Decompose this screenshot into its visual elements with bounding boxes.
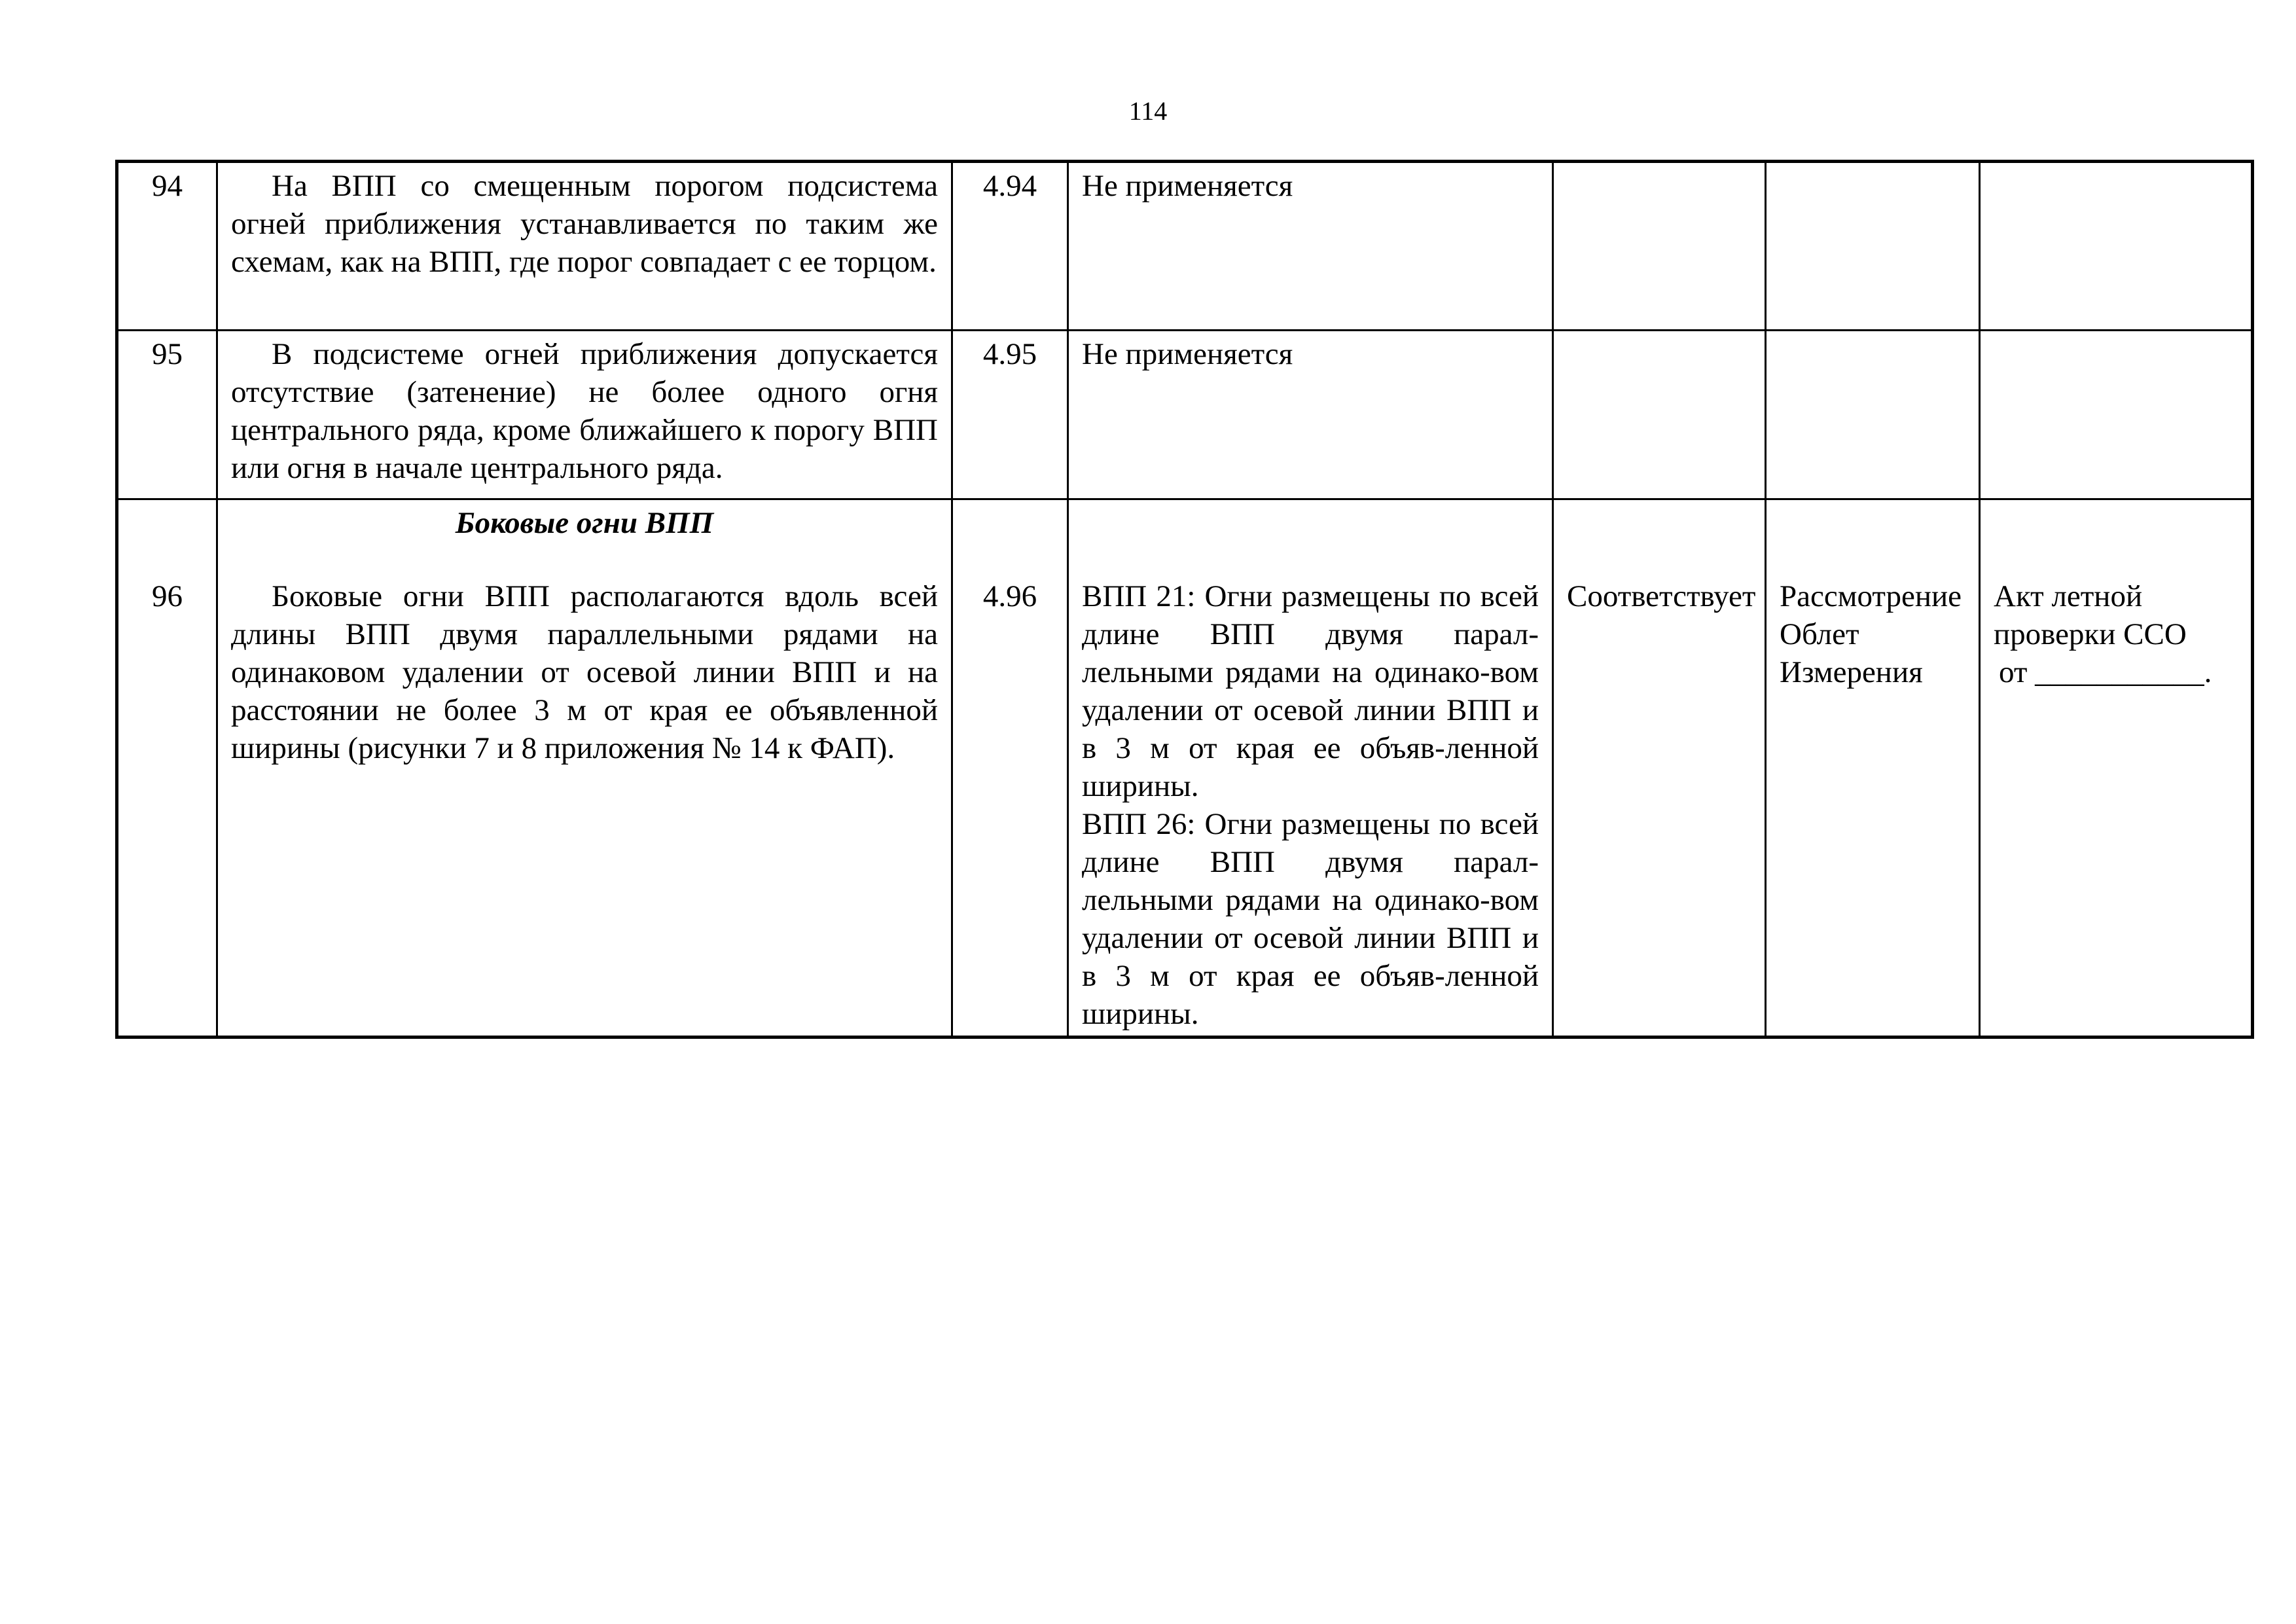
verification-method xyxy=(1766,499,1980,1038)
row-number-value: 96 xyxy=(152,579,183,613)
document-line: проверки ССО xyxy=(1994,617,2187,651)
heading-spacer xyxy=(966,504,1054,577)
compliance-status xyxy=(1553,331,1766,499)
evidence-runway-21: ВПП 21: Огни размещены по всей длине ВПП двумя парал-лельными рядами на одинако-вом удалении от осевой линии ВПП и в 3 м от края ее объяв-ленной ширины. xyxy=(1082,579,1539,803)
requirement-paragraph: Боковые огни ВПП располагаются вдоль всей длины ВПП двумя параллельными рядами на одинаковом удалении от осевой линии ВПП и на расстоянии не более 3 м от края ее объявленной ширины (рисунки 7 и 8 приложения № 14 к ФАП). xyxy=(231,579,938,765)
requirement-text xyxy=(217,162,952,331)
requirement-text xyxy=(217,331,952,499)
heading-spacer xyxy=(1994,504,2238,577)
method-flight-check: Облет xyxy=(1780,617,1859,651)
method-measurements: Измерения xyxy=(1780,655,1923,689)
table-row xyxy=(117,499,2253,1038)
page-number: 114 xyxy=(1128,96,1168,126)
clause-number xyxy=(952,499,1068,1038)
row-number xyxy=(117,499,217,1038)
heading-spacer xyxy=(1567,504,1751,577)
heading-spacer xyxy=(1780,504,1965,577)
section-heading: Боковые огни ВПП xyxy=(455,506,714,540)
document-line: Акт летной xyxy=(1994,579,2143,613)
heading-spacer xyxy=(1082,504,1539,577)
evidence-text: Не применяется xyxy=(1068,162,1553,331)
supporting-documents xyxy=(1980,162,2253,331)
requirement-paragraph: В подсистеме огней приближения допускается отсутствие (затенение) не более одного огня центрального ряда, кроме ближайшего к порогу ВПП или огня в начале центрального ряда. xyxy=(231,337,938,485)
evidence-text: Не применяется xyxy=(1068,331,1553,499)
table-row xyxy=(117,331,2253,499)
row-number: 95 xyxy=(117,331,217,499)
row-number: 94 xyxy=(117,162,217,331)
evidence-text xyxy=(1068,499,1553,1038)
verification-method xyxy=(1766,162,1980,331)
method-review: Рассмотрение xyxy=(1780,579,1962,613)
requirement-paragraph: На ВПП со смещенным порогом подсистема огней приближения устанавливается по таким же схемам, как на ВПП, где порог совпадает с ее торцом. xyxy=(231,169,938,279)
compliance-table xyxy=(115,160,2254,1039)
supporting-documents xyxy=(1980,331,2253,499)
clause-number: 4.95 xyxy=(952,331,1068,499)
compliance-status xyxy=(1553,162,1766,331)
compliance-status xyxy=(1553,499,1766,1038)
document-date-line: от ___________. xyxy=(1999,655,2212,689)
table-row xyxy=(117,162,2253,331)
evidence-runway-26: ВПП 26: Огни размещены по всей длине ВПП двумя парал-лельными рядами на одинако-вом удалении от осевой линии ВПП и в 3 м от края ее объяв-ленной ширины. xyxy=(1082,807,1539,1031)
requirement-text xyxy=(217,499,952,1038)
clause-number-value: 4.96 xyxy=(982,579,1037,613)
clause-number: 4.94 xyxy=(952,162,1068,331)
supporting-documents xyxy=(1980,499,2253,1038)
verification-method xyxy=(1766,331,1980,499)
heading-spacer xyxy=(132,504,203,577)
compliance-status-value: Соответствует xyxy=(1567,579,1756,613)
